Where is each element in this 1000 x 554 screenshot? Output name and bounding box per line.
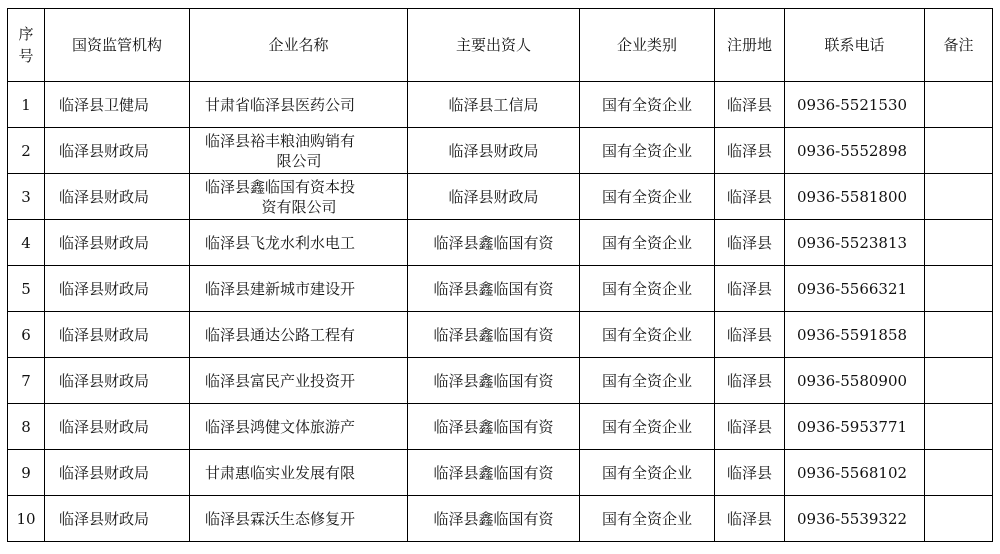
cell-seq: 7 [8,358,45,404]
cell-agency: 临泽县卫健局 [45,82,190,128]
table-body [8,82,993,542]
cell-main-investor: 临泽县鑫临国有资 [408,450,580,496]
cell-main-investor: 临泽县鑫临国有资 [408,312,580,358]
cell-enterprise-type: 国有全资企业 [580,82,715,128]
cell-seq: 3 [8,174,45,220]
cell-agency: 临泽县财政局 [45,450,190,496]
cell-seq: 9 [8,450,45,496]
header-seq-line2: 号 [18,47,34,65]
cell-main-investor: 临泽县鑫临国有资 [408,266,580,312]
cell-seq: 10 [8,496,45,542]
cell-main-investor: 临泽县财政局 [408,128,580,174]
cell-registered-place: 临泽县 [715,404,785,450]
cell-seq: 2 [8,128,45,174]
cell-registered-place: 临泽县 [715,312,785,358]
header-phone: 联系电话 [785,9,925,82]
table-header-row [8,9,993,82]
cell-enterprise-name [190,220,408,266]
cell-enterprise-type: 国有全资企业 [580,450,715,496]
cell-registered-place: 临泽县 [715,266,785,312]
header-enterprise-name: 企业名称 [190,9,408,82]
enterprise-name-line1: 临泽县鑫临国有资本投 [205,177,356,196]
cell-enterprise-name [190,358,408,404]
cell-phone: 0936-5521530 [785,82,925,128]
cell-phone: 0936-5580900 [785,358,925,404]
cell-main-investor: 临泽县鑫临国有资 [408,358,580,404]
table-row [8,312,993,358]
cell-main-investor: 临泽县鑫临国有资 [408,496,580,542]
cell-remarks [925,174,993,220]
cell-enterprise-name [190,450,408,496]
header-remarks: 备注 [925,9,993,82]
cell-enterprise-type: 国有全资企业 [580,220,715,266]
cell-seq: 5 [8,266,45,312]
table-row [8,220,993,266]
cell-phone: 0936-5953771 [785,404,925,450]
table-row [8,82,993,128]
table-row [8,128,993,174]
cell-phone: 0936-5552898 [785,128,925,174]
enterprise-name-line1: 临泽县飞龙水利水电工 [205,233,356,252]
table-row [8,358,993,404]
enterprise-name-line1: 临泽县建新城市建设开 [205,279,356,298]
cell-remarks [925,404,993,450]
cell-main-investor: 临泽县工信局 [408,82,580,128]
header-registered-place: 注册地 [715,9,785,82]
cell-enterprise-type: 国有全资企业 [580,312,715,358]
enterprise-name-line1: 临泽县裕丰粮油购销有 [205,131,356,150]
cell-main-investor: 临泽县鑫临国有资 [408,404,580,450]
cell-registered-place: 临泽县 [715,450,785,496]
cell-agency: 临泽县财政局 [45,174,190,220]
cell-remarks [925,450,993,496]
table-row [8,450,993,496]
cell-remarks [925,220,993,266]
cell-phone: 0936-5568102 [785,450,925,496]
cell-remarks [925,128,993,174]
cell-registered-place: 临泽县 [715,496,785,542]
table-row [8,174,993,220]
header-agency: 国资监管机构 [45,9,190,82]
enterprise-name-line1: 临泽县通达公路工程有 [205,325,356,344]
cell-registered-place: 临泽县 [715,82,785,128]
cell-enterprise-type: 国有全资企业 [580,358,715,404]
cell-enterprise-type: 国有全资企业 [580,128,715,174]
cell-main-investor: 临泽县财政局 [408,174,580,220]
cell-agency: 临泽县财政局 [45,266,190,312]
cell-seq: 1 [8,82,45,128]
cell-enterprise-name [190,496,408,542]
cell-phone: 0936-5591858 [785,312,925,358]
enterprise-name-line2: 资有限公司 [261,197,337,216]
cell-phone: 0936-5539322 [785,496,925,542]
enterprise-name-line1: 甘肃省临泽县医药公司 [205,95,356,114]
cell-enterprise-name [190,174,408,220]
cell-seq: 8 [8,404,45,450]
enterprise-name-line1: 临泽县富民产业投资开 [205,371,356,390]
header-seq-line1: 序 [18,25,34,43]
cell-registered-place: 临泽县 [715,174,785,220]
header-seq [8,9,45,82]
cell-enterprise-name [190,82,408,128]
cell-enterprise-type: 国有全资企业 [580,174,715,220]
cell-registered-place: 临泽县 [715,220,785,266]
cell-seq: 4 [8,220,45,266]
cell-remarks [925,266,993,312]
cell-agency: 临泽县财政局 [45,496,190,542]
cell-remarks [925,312,993,358]
cell-phone: 0936-5581800 [785,174,925,220]
cell-remarks [925,496,993,542]
enterprise-table [7,8,993,542]
cell-agency: 临泽县财政局 [45,358,190,404]
cell-phone: 0936-5523813 [785,220,925,266]
header-main-investor: 主要出资人 [408,9,580,82]
cell-enterprise-type: 国有全资企业 [580,266,715,312]
cell-enterprise-type: 国有全资企业 [580,404,715,450]
cell-agency: 临泽县财政局 [45,128,190,174]
table-row [8,496,993,542]
table-row [8,266,993,312]
cell-seq: 6 [8,312,45,358]
header-enterprise-type: 企业类别 [580,9,715,82]
enterprise-table-container [7,8,993,542]
cell-agency: 临泽县财政局 [45,404,190,450]
enterprise-name-line1: 临泽县霖沃生态修复开 [205,509,356,528]
cell-enterprise-name [190,404,408,450]
enterprise-name-line1: 甘肃惠临实业发展有限 [205,463,356,482]
cell-registered-place: 临泽县 [715,358,785,404]
cell-agency: 临泽县财政局 [45,220,190,266]
cell-enterprise-name [190,128,408,174]
cell-remarks [925,358,993,404]
cell-registered-place: 临泽县 [715,128,785,174]
cell-agency: 临泽县财政局 [45,312,190,358]
cell-remarks [925,82,993,128]
cell-enterprise-name [190,312,408,358]
cell-main-investor: 临泽县鑫临国有资 [408,220,580,266]
cell-enterprise-type: 国有全资企业 [580,496,715,542]
enterprise-name-line1: 临泽县鸿健文体旅游产 [205,417,356,436]
cell-phone: 0936-5566321 [785,266,925,312]
table-row [8,404,993,450]
cell-enterprise-name [190,266,408,312]
enterprise-name-line2: 限公司 [276,151,322,170]
